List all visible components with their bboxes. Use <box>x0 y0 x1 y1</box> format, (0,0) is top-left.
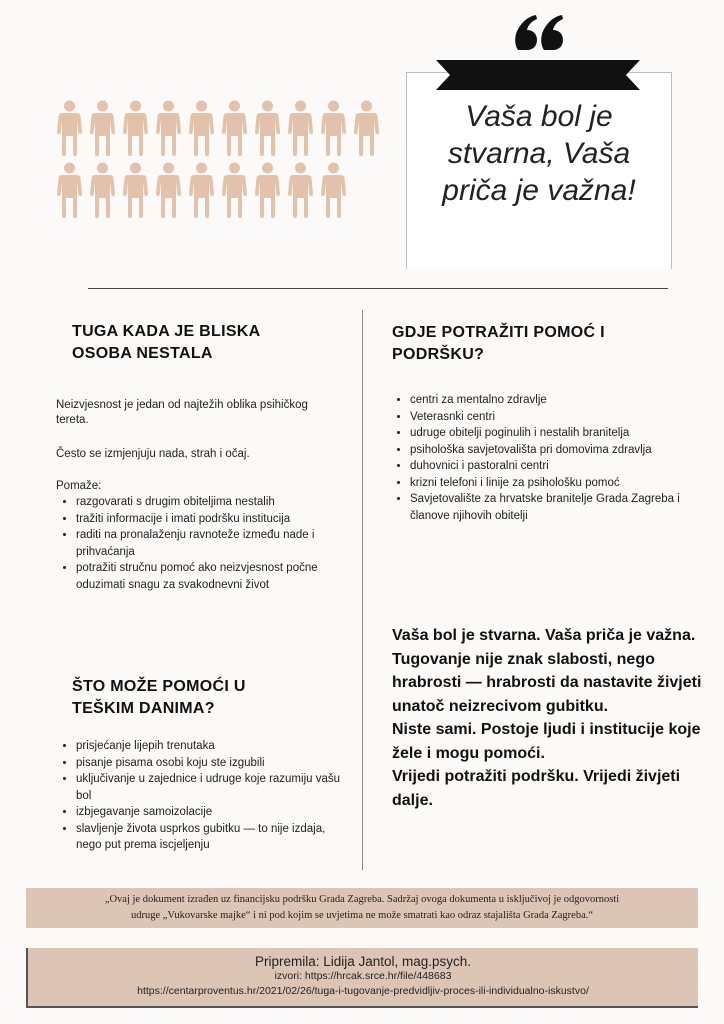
heading-grief <box>72 321 302 365</box>
people-row-1 <box>56 100 386 156</box>
person-icon <box>56 162 83 218</box>
list-item: • Veterasnki centri <box>410 409 710 426</box>
list-item: • krizni telefoni i linije za psihološku pomoć <box>410 475 710 492</box>
person-icon <box>155 100 182 156</box>
message-line: Tugovanje nije znak slabosti, nego hrabrosti — hrabrosti da nastavite živjeti unatoč neizrecivom gubitku. <box>392 650 702 715</box>
heading-line: OSOBA NESTALA <box>72 345 213 362</box>
person-icon <box>188 100 215 156</box>
message-line: Vaša bol je stvarna. Vaša priča je važna. <box>392 627 696 644</box>
person-icon <box>353 100 380 156</box>
list-item: • duhovnici i pastoralni centri <box>410 458 710 475</box>
list-item: • potražiti stručnu pomoć ako neizvjesnost počne oduzimati snagu za svakodnevni život <box>76 560 351 593</box>
quote-text <box>416 98 662 209</box>
person-icon <box>221 162 248 218</box>
list-item: • uključivanje u zajednice i udruge koje razumiju vašu bol <box>76 771 351 804</box>
person-icon <box>320 162 347 218</box>
funding-line: „Ovaj je dokument izrađen uz financijsku podršku Grada Zagreba. Sadržaj ovoga dokumenta u isključivoj je odgovornosti <box>104 894 620 905</box>
list-item: • Savjetovalište za hrvatske branitelje Grada Zagreba i članove njihovih obitelji <box>410 491 710 524</box>
person-icon <box>320 100 347 156</box>
grief-paragraph-1: Neizvjesnost je jedan od najtežih oblika psihičkog tereta. <box>56 399 308 426</box>
person-icon <box>254 162 281 218</box>
list-item: • tražiti informacije i imati podršku institucija <box>76 511 351 528</box>
person-icon <box>221 100 248 156</box>
people-row-2 <box>56 162 386 218</box>
person-icon <box>122 100 149 156</box>
list-item: • prisjećanje lijepih trenutaka <box>76 738 351 755</box>
quote-mark-icon <box>514 14 564 54</box>
help-list <box>392 392 710 524</box>
source-link: izvori: https://hrcak.srce.hr/file/448683 <box>274 970 452 982</box>
person-icon <box>254 100 281 156</box>
list-item: • slavljenje života usprkos gubitku — to nije izdaja, nego put prema iscjeljenju <box>76 821 351 854</box>
grief-paragraph-2: Često se izmjenjuju nada, strah i očaj. <box>56 448 250 460</box>
heading-hard-days <box>72 676 312 720</box>
quote-ribbon <box>436 60 640 90</box>
person-icon <box>56 100 83 156</box>
quote-line: stvarna, Vaša <box>447 137 631 170</box>
list-item: • udruge obitelji poginulih i nestalih branitelja <box>410 425 710 442</box>
hard-days-list <box>58 738 351 854</box>
list-item: • razgovarati s drugim obiteljima nestalih <box>76 494 351 511</box>
grief-list <box>58 494 351 593</box>
heading-line: ŠTO MOŽE POMOĆI U <box>72 678 246 695</box>
person-icon <box>155 162 182 218</box>
person-icon <box>287 100 314 156</box>
heading-where-help <box>392 322 662 366</box>
person-icon <box>287 162 314 218</box>
people-illustration <box>56 100 386 224</box>
closing-message <box>392 624 702 812</box>
person-icon <box>89 162 116 218</box>
funding-line: udruge „Vukovarske majke“ i ni pod kojim se uvjetima ne može smatrati kao odraz stajališta Grada Zagreba.“ <box>130 910 594 921</box>
message-line: Niste sami. Postoje ljudi i institucije koje žele i mogu pomoći. <box>392 721 701 762</box>
list-item: • psihološka savjetovališta pri domovima zdravlja <box>410 442 710 459</box>
source-link: https://centarproventus.hr/2021/02/26/tuga-i-tugovanje-predvidljiv-proces-ili-individualno-iskustvo/ <box>137 985 589 997</box>
heading-line: GDJE POTRAŽITI POMOĆ I <box>392 324 605 341</box>
message-line: Vrijedi potražiti podršku. Vrijedi živjeti dalje. <box>392 768 681 809</box>
person-icon <box>122 162 149 218</box>
funding-notice <box>26 888 698 928</box>
person-icon <box>89 100 116 156</box>
helps-label: Pomaže: <box>56 480 102 492</box>
list-item: • raditi na pronalaženju ravnoteže između nade i prihvaćanja <box>76 527 351 560</box>
person-icon <box>188 162 215 218</box>
author: Pripremila: Lidija Jantol, mag.psych. <box>254 954 472 969</box>
heading-line: TUGA KADA JE BLISKA <box>72 323 261 340</box>
list-item: • pisanje pisama osobi koju ste izgubili <box>76 755 351 772</box>
list-item: • izbjegavanje samoizolacije <box>76 804 351 821</box>
list-item: • centri za mentalno zdravlje <box>410 392 710 409</box>
quote-line: priča je važna! <box>442 174 636 207</box>
heading-line: TEŠKIM DANIMA? <box>72 700 215 717</box>
quote-line: Vaša bol je <box>465 100 613 133</box>
footer <box>26 948 698 1008</box>
heading-line: PODRŠKU? <box>392 346 485 363</box>
horizontal-divider <box>88 288 668 289</box>
vertical-divider <box>362 310 363 870</box>
